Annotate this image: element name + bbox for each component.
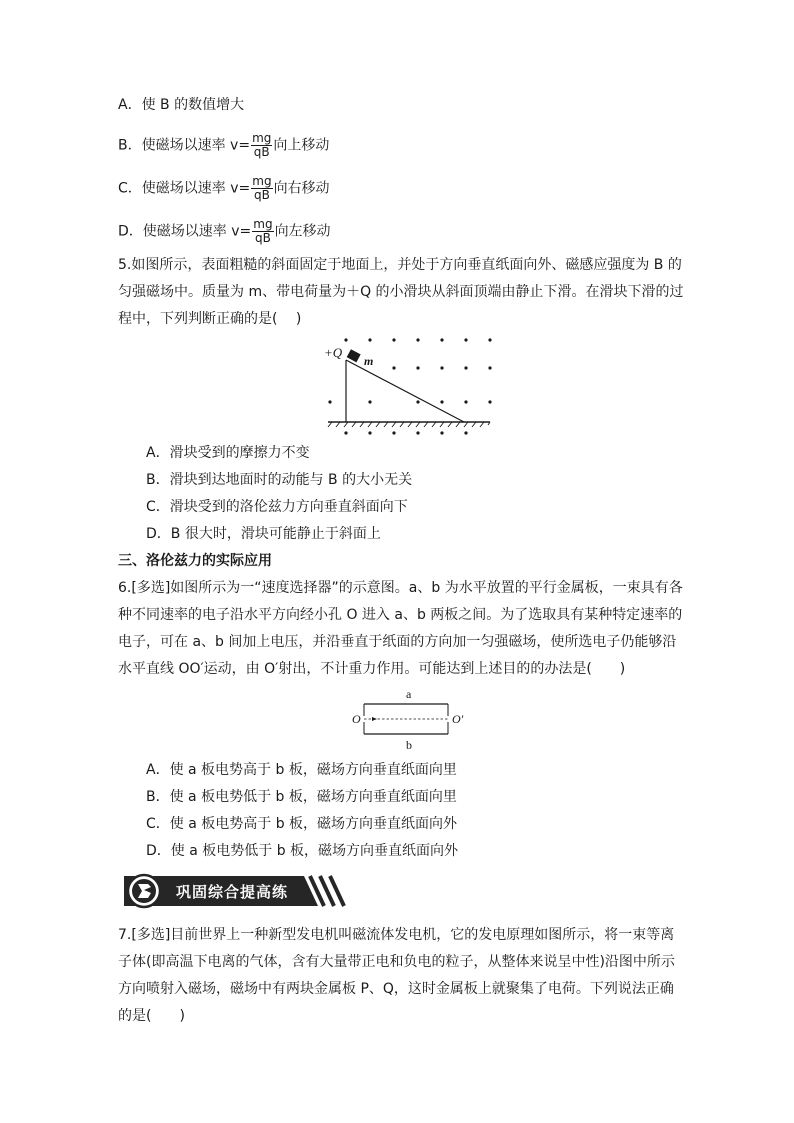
charge-label: +Q (324, 345, 343, 360)
frac-den: qB (253, 188, 270, 202)
mass-label: m (364, 354, 374, 368)
frac-num: mg (252, 174, 272, 188)
q7-stem-line4: 的是( ) (118, 1008, 185, 1024)
section-title: 三、洛伦兹力的实际应用 (118, 553, 272, 569)
q6-stem-line3: 电子，可在 a、b 间加上电压，并沿垂直于纸面的方向加一匀强磁场，使所选电子仍能够沿 (118, 634, 677, 650)
q5-option-c: C．滑块受到的洛伦兹力方向垂直斜面向下 (146, 499, 408, 515)
frac-den: qB (253, 145, 270, 159)
q6-option-c: C．使 a 板电势高于 b 板，磁场方向垂直纸面向外 (146, 816, 458, 832)
q5-stem-line1: 5.如图所示，表面粗糙的斜面固定于地面上，并处于方向垂直纸面向外、磁感应强度为 B 的 (118, 257, 682, 273)
frac-num: mg (253, 217, 273, 231)
q4-option-c (118, 175, 330, 202)
q4-option-d-text: D．使磁场以速率 v= (118, 223, 252, 240)
q4-option-b (118, 132, 329, 159)
plate-a-label: a (406, 687, 412, 701)
fraction-mg-qb (251, 132, 272, 159)
q6-stem-line2: 种不同速率的电子沿水平方向经小孔 O 进入 a、b 两板之间。为了选取具有某种特定速率的 (118, 607, 683, 623)
frac-den: qB (254, 231, 271, 245)
q4-option-c-text: C．使磁场以速率 v= (118, 180, 251, 197)
q5-option-b: B．滑块到达地面时的动能与 B 的大小无关 (146, 472, 413, 488)
slider-block (347, 349, 361, 362)
fraction-mg-qb (251, 175, 272, 202)
q6-option-a: A．使 a 板电势高于 b 板，磁场方向垂直纸面向里 (146, 762, 457, 778)
q7-stem-line3: 方向喷射入磁场，磁场中有两块金属板 P、Q，这时金属板上就聚集了电荷。下列说法正确 (118, 981, 674, 997)
q4-option-a: A．使 B 的数值增大 (118, 97, 245, 113)
q6-stem-line4: 水平直线 OO′运动，由 O′射出，不计重力作用。可能达到上述目的的办法是( ) (118, 661, 626, 677)
q5-stem-line3: 程中，下列判断正确的是( ) (118, 311, 302, 327)
direction-arrow-icon (372, 717, 377, 721)
q7-stem-line1: 7.[多选]目前世界上一种新型发电机叫磁流体发电机，它的发电原理如图所示，将一束等离 (118, 927, 675, 943)
fraction-mg-qb (252, 218, 273, 245)
q4-option-d-suffix: 向左移动 (274, 223, 331, 240)
incline-slope (346, 360, 464, 422)
q5-option-a: A．滑块受到的摩擦力不变 (146, 445, 310, 461)
plate-b-label: b (406, 738, 412, 752)
q4-option-b-text: B．使磁场以速率 v= (118, 137, 251, 154)
q7-stem-line2: 子体(即高温下电离的气体，含有大量带正电和负电的粒子，从整体来说呈中性)沿图中所示 (118, 954, 675, 970)
exit-hole-label: O′ (452, 712, 464, 726)
q5-option-d: D．B 很大时，滑块可能静止于斜面上 (146, 526, 381, 542)
incline-magnetic-field-figure (318, 334, 498, 438)
q4-option-b-suffix: 向上移动 (273, 137, 330, 154)
q4-option-c-suffix: 向右移动 (273, 180, 330, 197)
q6-option-b: B．使 a 板电势低于 b 板，磁场方向垂直纸面向里 (146, 789, 457, 805)
q6-stem-line1: 6.[多选]如图所示为一“速度选择器”的示意图。a、b 为水平放置的平行金属板，一束具有各 (118, 580, 683, 596)
entry-hole-label: O (352, 712, 361, 726)
banner-title: 巩固综合提高练 (176, 883, 289, 901)
frac-num: mg (252, 131, 272, 145)
q4-option-d (118, 218, 331, 245)
velocity-selector-figure (348, 686, 470, 754)
q6-option-d: D．使 a 板电势低于 b 板，磁场方向垂直纸面向外 (146, 843, 459, 859)
q5-stem-line2: 匀强磁场中。质量为 m、带电荷量为＋Q 的小滑块从斜面顶端由静止下滑。在滑块下滑的过 (118, 284, 684, 300)
